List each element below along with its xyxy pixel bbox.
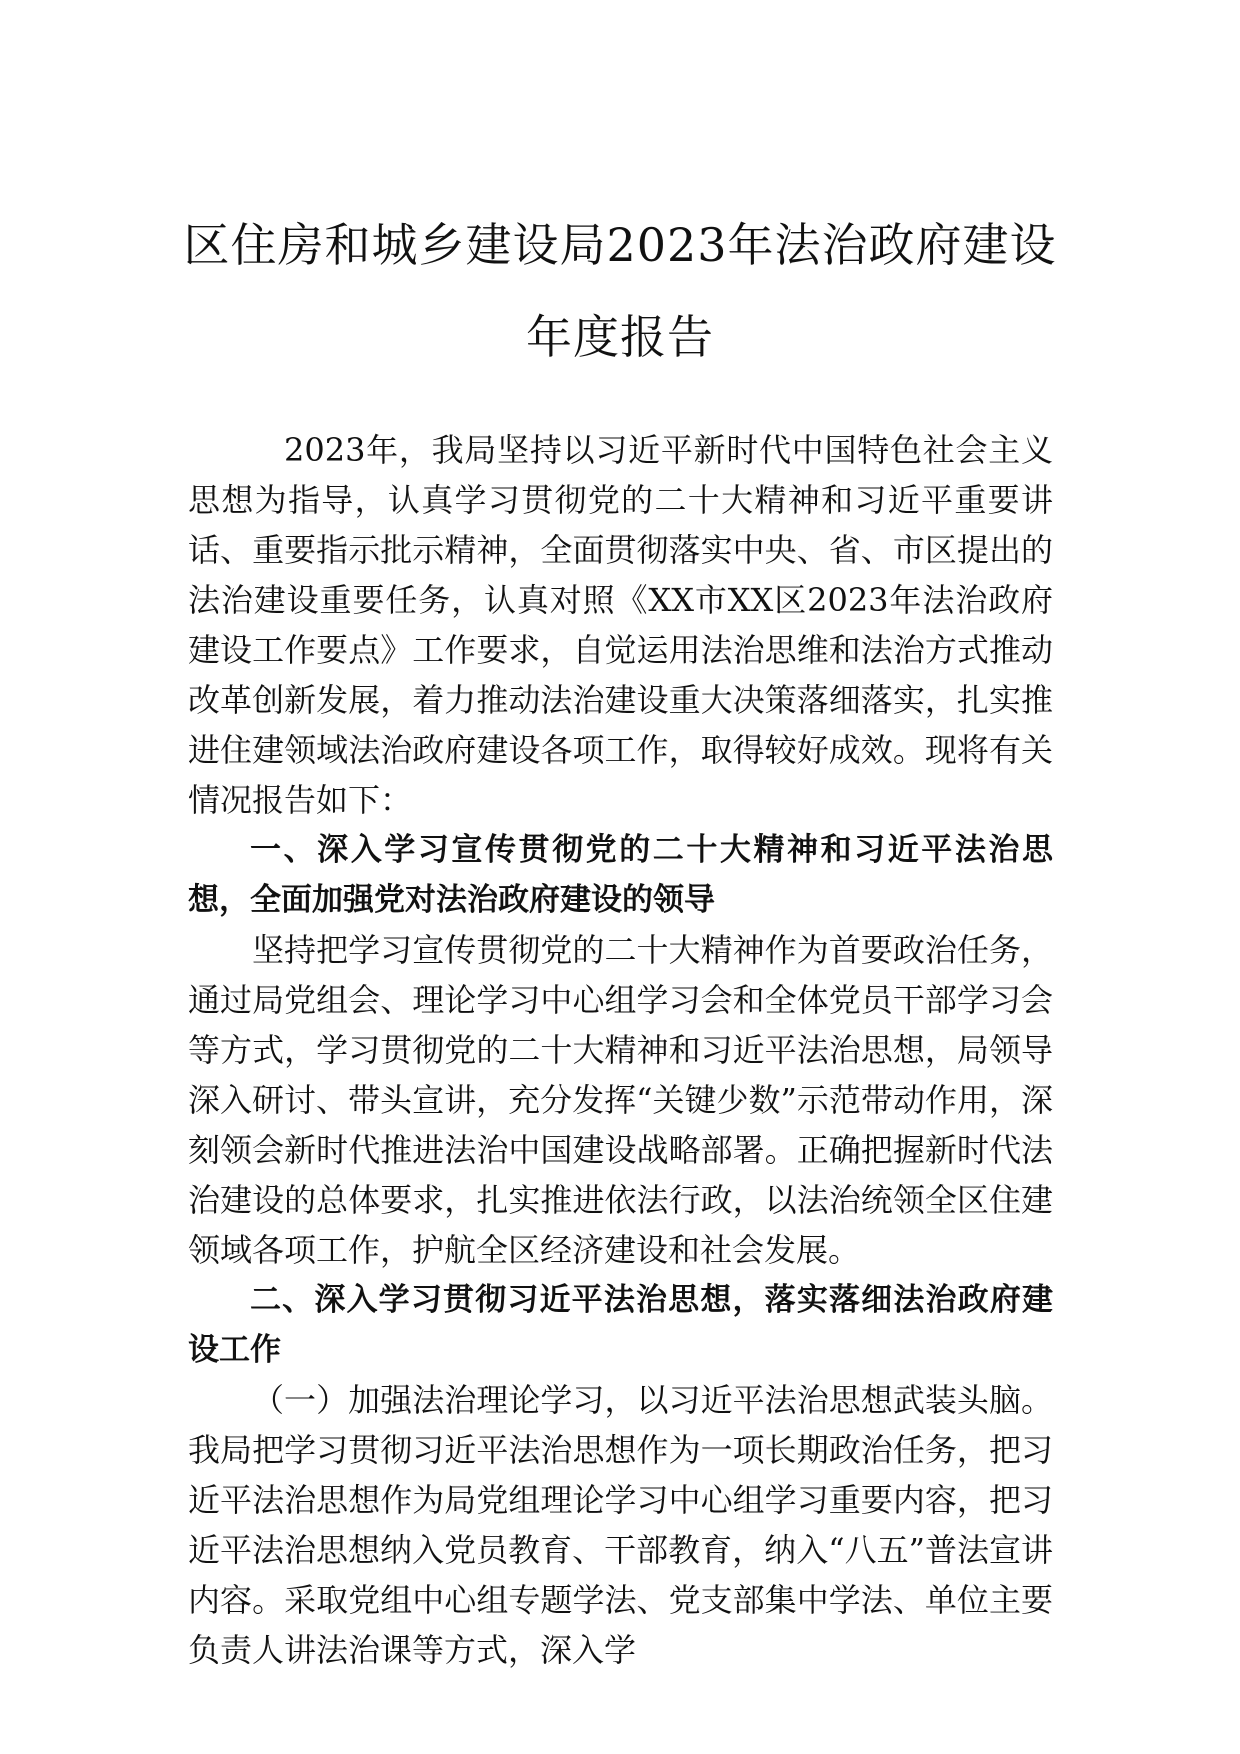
intro-paragraph: 2023年，我局坚持以习近平新时代中国特色社会主义思想为指导，认真学习贯彻党的二十大精神和习近平重要讲话、重要指示批示精神，全面贯彻落实中央、省、市区提出的法治建设重要任务，认真对照《XX市XX区2023年法治政府建设工作要点》工作要求，自觉运用法治思维和法治方式推动改革创新发展，着力推动法治建设重大决策落细落实，扎实推进住建领域法治政府建设各项工作，取得较好成效。现将有关情况报告如下： xyxy=(188,431,1053,819)
section-heading-1: 一、深入学习宣传贯彻党的二十大精神和习近平法治思想，全面加强党对法治政府建设的领导 xyxy=(188,832,1053,918)
document-title-line-1: 区住房和城乡建设局2023年法治政府建设 xyxy=(183,218,1057,272)
document-body xyxy=(188,425,1053,1675)
section-1-paragraph: 坚持把学习宣传贯彻党的二十大精神作为首要政治任务，通过局党组会、理论学习中心组学习会和全体党员干部学习会等方式，学习贯彻党的二十大精神和习近平法治思想，局领导深入研讨、带头宣讲，充分发挥“关键少数”示范带动作用，深刻领会新时代推进法治中国建设战略部署。正确把握新时代法治建设的总体要求，扎实推进依法行政，以法治统领全区住建领域各项工作，护航全区经济建设和社会发展。 xyxy=(188,931,1053,1269)
section-heading-2: 二、深入学习贯彻习近平法治思想，落实落细法治政府建设工作 xyxy=(188,1282,1053,1368)
section-2-paragraph: （一）加强法治理论学习，以习近平法治思想武装头脑。我局把学习贯彻习近平法治思想作为一项长期政治任务，把习近平法治思想作为局党组理论学习中心组学习重要内容，把习近平法治思想纳入党员教育、干部教育，纳入“八五”普法宣讲内容。采取党组中心组专题学法、党支部集中学法、单位主要负责人讲法治课等方式，深入学 xyxy=(188,1381,1053,1669)
document-title-line-2: 年度报告 xyxy=(526,310,714,364)
